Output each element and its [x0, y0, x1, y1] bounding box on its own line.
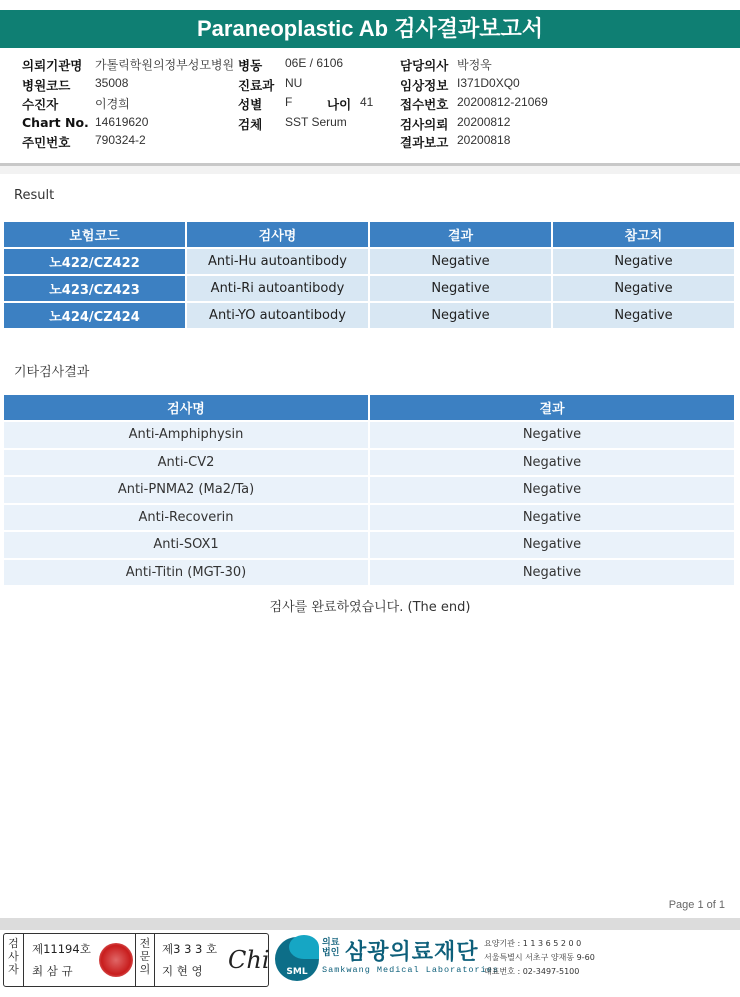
test-result: Negative: [370, 505, 734, 531]
patient-value: 이경희: [95, 97, 130, 111]
receipt-label: 접수번호: [400, 97, 449, 112]
lab-law-label: [322, 938, 339, 958]
table-row: [4, 276, 734, 301]
test-result: Negative: [370, 532, 734, 558]
other-results-table: [2, 393, 736, 587]
institution-label: 의뢰기관명: [22, 58, 83, 73]
dept-label: 진료과: [238, 78, 275, 93]
reference-value: Negative: [553, 303, 734, 328]
column-header: 보험코드: [4, 222, 185, 247]
receipt-value: 20200812-21069: [457, 95, 548, 109]
age-label: 나이: [327, 97, 352, 112]
test-name: Anti-YO autoantibody: [187, 303, 368, 328]
test-name: Anti-Hu autoantibody: [187, 249, 368, 274]
logo-text: SML: [286, 967, 308, 977]
doctor-label: 담당의사: [400, 58, 449, 73]
report-date-label: 결과보고: [400, 135, 449, 150]
table-row: [4, 505, 734, 531]
signature-box: [3, 933, 269, 987]
lab-logo-block: [275, 933, 605, 987]
examiner-number: 제11194호: [32, 942, 91, 956]
other-section-label: 기타검사결과: [14, 365, 90, 380]
dept-value: NU: [285, 76, 303, 90]
specimen-value: SST Serum: [285, 115, 347, 129]
table-row: [4, 532, 734, 558]
test-name: Anti-Titin (MGT-30): [4, 560, 368, 586]
lab-code: 요양기관 : 1 1 3 6 5 2 0 0: [484, 939, 582, 948]
column-header: 참고치: [553, 222, 734, 247]
lab-address: 서울특별시 서초구 양재동 9-60: [484, 953, 595, 962]
column-header: 검사명: [187, 222, 368, 247]
result-section-label: Result: [14, 188, 55, 203]
column-header: 결과: [370, 395, 734, 420]
test-name: Anti-PNMA2 (Ma2/Ta): [4, 477, 368, 503]
reference-value: Negative: [553, 276, 734, 301]
id-label: 주민번호: [22, 135, 71, 150]
signature-scribble: Chi: [228, 946, 270, 974]
chart-label: Chart No.: [22, 115, 89, 130]
patient-label: 수진자: [22, 97, 59, 112]
lab-name: 삼광의료재단: [345, 940, 479, 965]
insurance-code: 노422/CZ422: [4, 249, 185, 274]
test-name: Anti-Amphiphysin: [4, 422, 368, 448]
ward-value: 06E / 6106: [285, 56, 344, 70]
id-value: 790324-2: [95, 133, 146, 147]
examiner-label: 검사자: [4, 934, 24, 986]
report-date-value: 20200818: [457, 133, 511, 147]
test-result: Negative: [370, 450, 734, 476]
law-label-2: 법인: [322, 948, 340, 958]
column-header: 결과: [370, 222, 551, 247]
specialist-number: 제3 3 3 호: [162, 942, 218, 956]
table-row: [4, 477, 734, 503]
request-label: 검사의뢰: [400, 117, 449, 132]
specimen-label: 검체: [238, 117, 263, 132]
test-result: Negative: [370, 249, 551, 274]
insurance-code: 노424/CZ424: [4, 303, 185, 328]
sex-value: F: [285, 95, 293, 109]
law-label-1: 의료: [322, 938, 340, 948]
hospital-code-value: 35008: [95, 76, 129, 90]
report-title: Paraneoplastic Ab 검사결과보고서: [0, 10, 740, 48]
institution-value: 가톨릭학원의정부성모병원: [95, 58, 235, 72]
lab-phone: 대표번호 : 02-3497-5100: [484, 967, 580, 976]
test-result: Negative: [370, 477, 734, 503]
age-value: 41: [360, 95, 374, 109]
request-value: 20200812: [457, 115, 511, 129]
table-row: [4, 560, 734, 586]
clinical-value: I371D0XQ0: [457, 76, 520, 90]
page-number: Page 1 of 1: [668, 899, 725, 911]
seal-stamp: [99, 943, 133, 977]
doctor-value: 박정욱: [457, 58, 492, 72]
table-header-row: [4, 395, 734, 420]
clinical-label: 임상정보: [400, 78, 449, 93]
examiner-name: 최 삼 규: [32, 964, 73, 978]
hospital-code-label: 병원코드: [22, 78, 71, 93]
divider-band: [0, 166, 740, 174]
lab-english-name: Samkwang Medical Laboratories: [322, 965, 499, 975]
patient-info: [0, 52, 740, 162]
result-table: [2, 220, 736, 330]
specialist-label: 전문의: [135, 934, 155, 986]
table-row: [4, 303, 734, 328]
end-text: 검사를 완료하였습니다. (The end): [269, 600, 471, 615]
lab-info: [484, 937, 595, 979]
test-name: Anti-CV2: [4, 450, 368, 476]
table-row: [4, 450, 734, 476]
test-result: Negative: [370, 276, 551, 301]
specialist-name: 지 현 영: [162, 964, 203, 978]
test-result: Negative: [370, 422, 734, 448]
column-header: 검사명: [4, 395, 368, 420]
footer-divider: [0, 918, 740, 930]
wave-icon: [289, 935, 319, 959]
test-name: Anti-Ri autoantibody: [187, 276, 368, 301]
sex-label: 성별: [238, 97, 263, 112]
test-name: Anti-Recoverin: [4, 505, 368, 531]
chart-value: 14619620: [95, 115, 149, 129]
test-name: Anti-SOX1: [4, 532, 368, 558]
ward-label: 병동: [238, 58, 263, 73]
reference-value: Negative: [553, 249, 734, 274]
table-header-row: [4, 222, 734, 247]
table-row: [4, 249, 734, 274]
insurance-code: 노423/CZ423: [4, 276, 185, 301]
test-result: Negative: [370, 560, 734, 586]
test-result: Negative: [370, 303, 551, 328]
table-row: [4, 422, 734, 448]
